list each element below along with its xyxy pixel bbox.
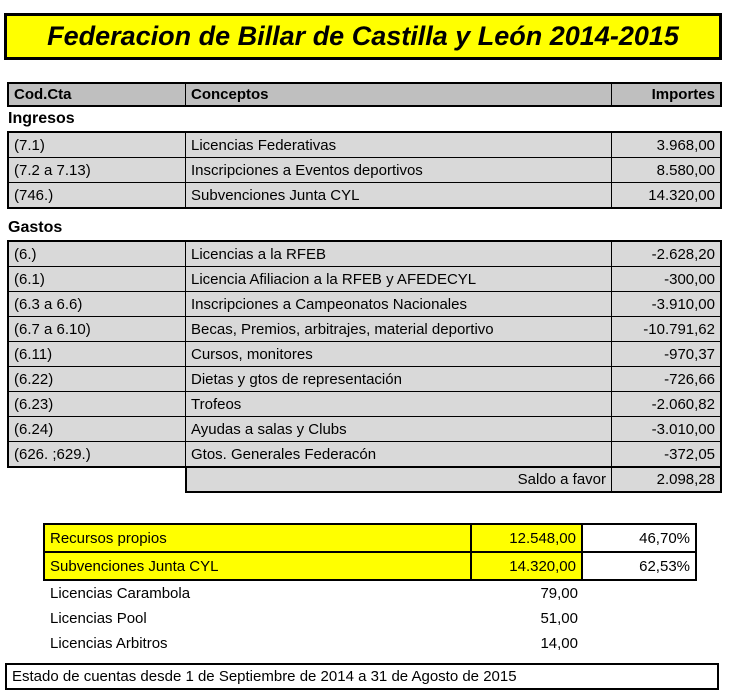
amount-cell: 3.968,00 [656,136,715,154]
section-label-gastos: Gastos [8,219,63,236]
code-cell: (6.23) [9,392,186,416]
table-row [9,417,720,442]
code-cell: (746.) [9,183,186,207]
amount-cell: -970,37 [664,345,715,363]
license-label: Licencias Pool [50,610,147,627]
amount-cell: -10.791,62 [643,320,715,338]
saldo-value: 2.098,28 [612,468,720,491]
saldo-label: Saldo a favor [187,468,612,491]
table-row [9,242,720,267]
license-amount: 51,00 [540,610,578,627]
concept-cell: Ayudas a salas y Clubs [186,417,612,441]
page-title: Federacion de Billar de Castilla y León 2014-2015 [47,21,679,51]
concept-cell: Dietas y gtos de representación [186,367,612,391]
concept-cell: Licencias a la RFEB [186,242,612,266]
amount-cell: -372,05 [664,445,715,463]
amount-cell: -300,00 [664,270,715,288]
summary-row [45,553,695,579]
code-cell: (6.7 a 6.10) [9,317,186,341]
table-row [9,342,720,367]
gastos-table [7,240,722,468]
table-header-row [9,84,720,105]
code-cell: (6.22) [9,367,186,391]
license-amount: 14,00 [540,635,578,652]
summary-amount: 14.320,00 [472,553,583,579]
table-row [9,158,720,183]
footer-statement-box [5,663,719,690]
code-cell: (6.3 a 6.6) [9,292,186,316]
concept-cell: Subvenciones Junta CYL [186,183,612,207]
code-cell: (7.2 a 7.13) [9,158,186,182]
summary-percent: 46,70% [583,525,695,551]
table-row [9,442,720,466]
concept-cell: Licencias Federativas [186,133,612,157]
code-cell: (6.24) [9,417,186,441]
section-label-ingresos: Ingresos [8,110,75,127]
code-cell: (626. ;629.) [9,442,186,466]
table-row [9,292,720,317]
summary-row [45,525,695,553]
summary-table [43,523,697,581]
summary-percent: 62,53% [583,553,695,579]
concept-cell: Licencia Afiliacion a la RFEB y AFEDECYL [186,267,612,291]
code-cell: (6.1) [9,267,186,291]
col-header-codcta: Cod.Cta [9,84,186,105]
amount-cell: -3.910,00 [651,295,715,313]
saldo-total-row [185,468,722,493]
table-row [9,392,720,417]
license-label: Licencias Arbitros [50,635,168,652]
code-cell: (7.1) [9,133,186,157]
title-banner [4,13,722,60]
summary-label: Recursos propios [45,525,472,551]
amount-cell: -3.010,00 [651,420,715,438]
concept-cell: Cursos, monitores [186,342,612,366]
license-label: Licencias Carambola [50,585,191,602]
table-row [9,183,720,207]
summary-amount: 12.548,00 [472,525,583,551]
table-row [9,317,720,342]
code-cell: (6.11) [9,342,186,366]
summary-label: Subvenciones Junta CYL [45,553,472,579]
license-amount: 79,00 [540,585,578,602]
footer-statement-text: Estado de cuentas desde 1 de Septiembre de 2014 a 31 de Agosto de 2015 [12,668,517,685]
license-row [0,606,730,631]
table-row [9,267,720,292]
amount-cell: 8.580,00 [656,161,715,179]
amount-cell: -2.628,20 [651,245,715,263]
amount-cell: 14.320,00 [648,186,715,204]
concept-cell: Inscripciones a Campeonatos Nacionales [186,292,612,316]
concept-cell: Gtos. Generales Federacón [186,442,612,466]
license-row [0,631,730,656]
code-cell: (6.) [9,242,186,266]
table-row [9,367,720,392]
concept-cell: Becas, Premios, arbitrajes, material deportivo [186,317,612,341]
col-header-importes: Importes [651,86,715,103]
amount-cell: -726,66 [664,370,715,388]
ingresos-table [7,131,722,209]
table-row [9,133,720,158]
amount-cell: -2.060,82 [651,395,715,413]
column-header-row [7,82,722,107]
concept-cell: Inscripciones a Eventos deportivos [186,158,612,182]
col-header-conceptos: Conceptos [186,84,612,105]
license-row [0,581,730,606]
concept-cell: Trofeos [186,392,612,416]
